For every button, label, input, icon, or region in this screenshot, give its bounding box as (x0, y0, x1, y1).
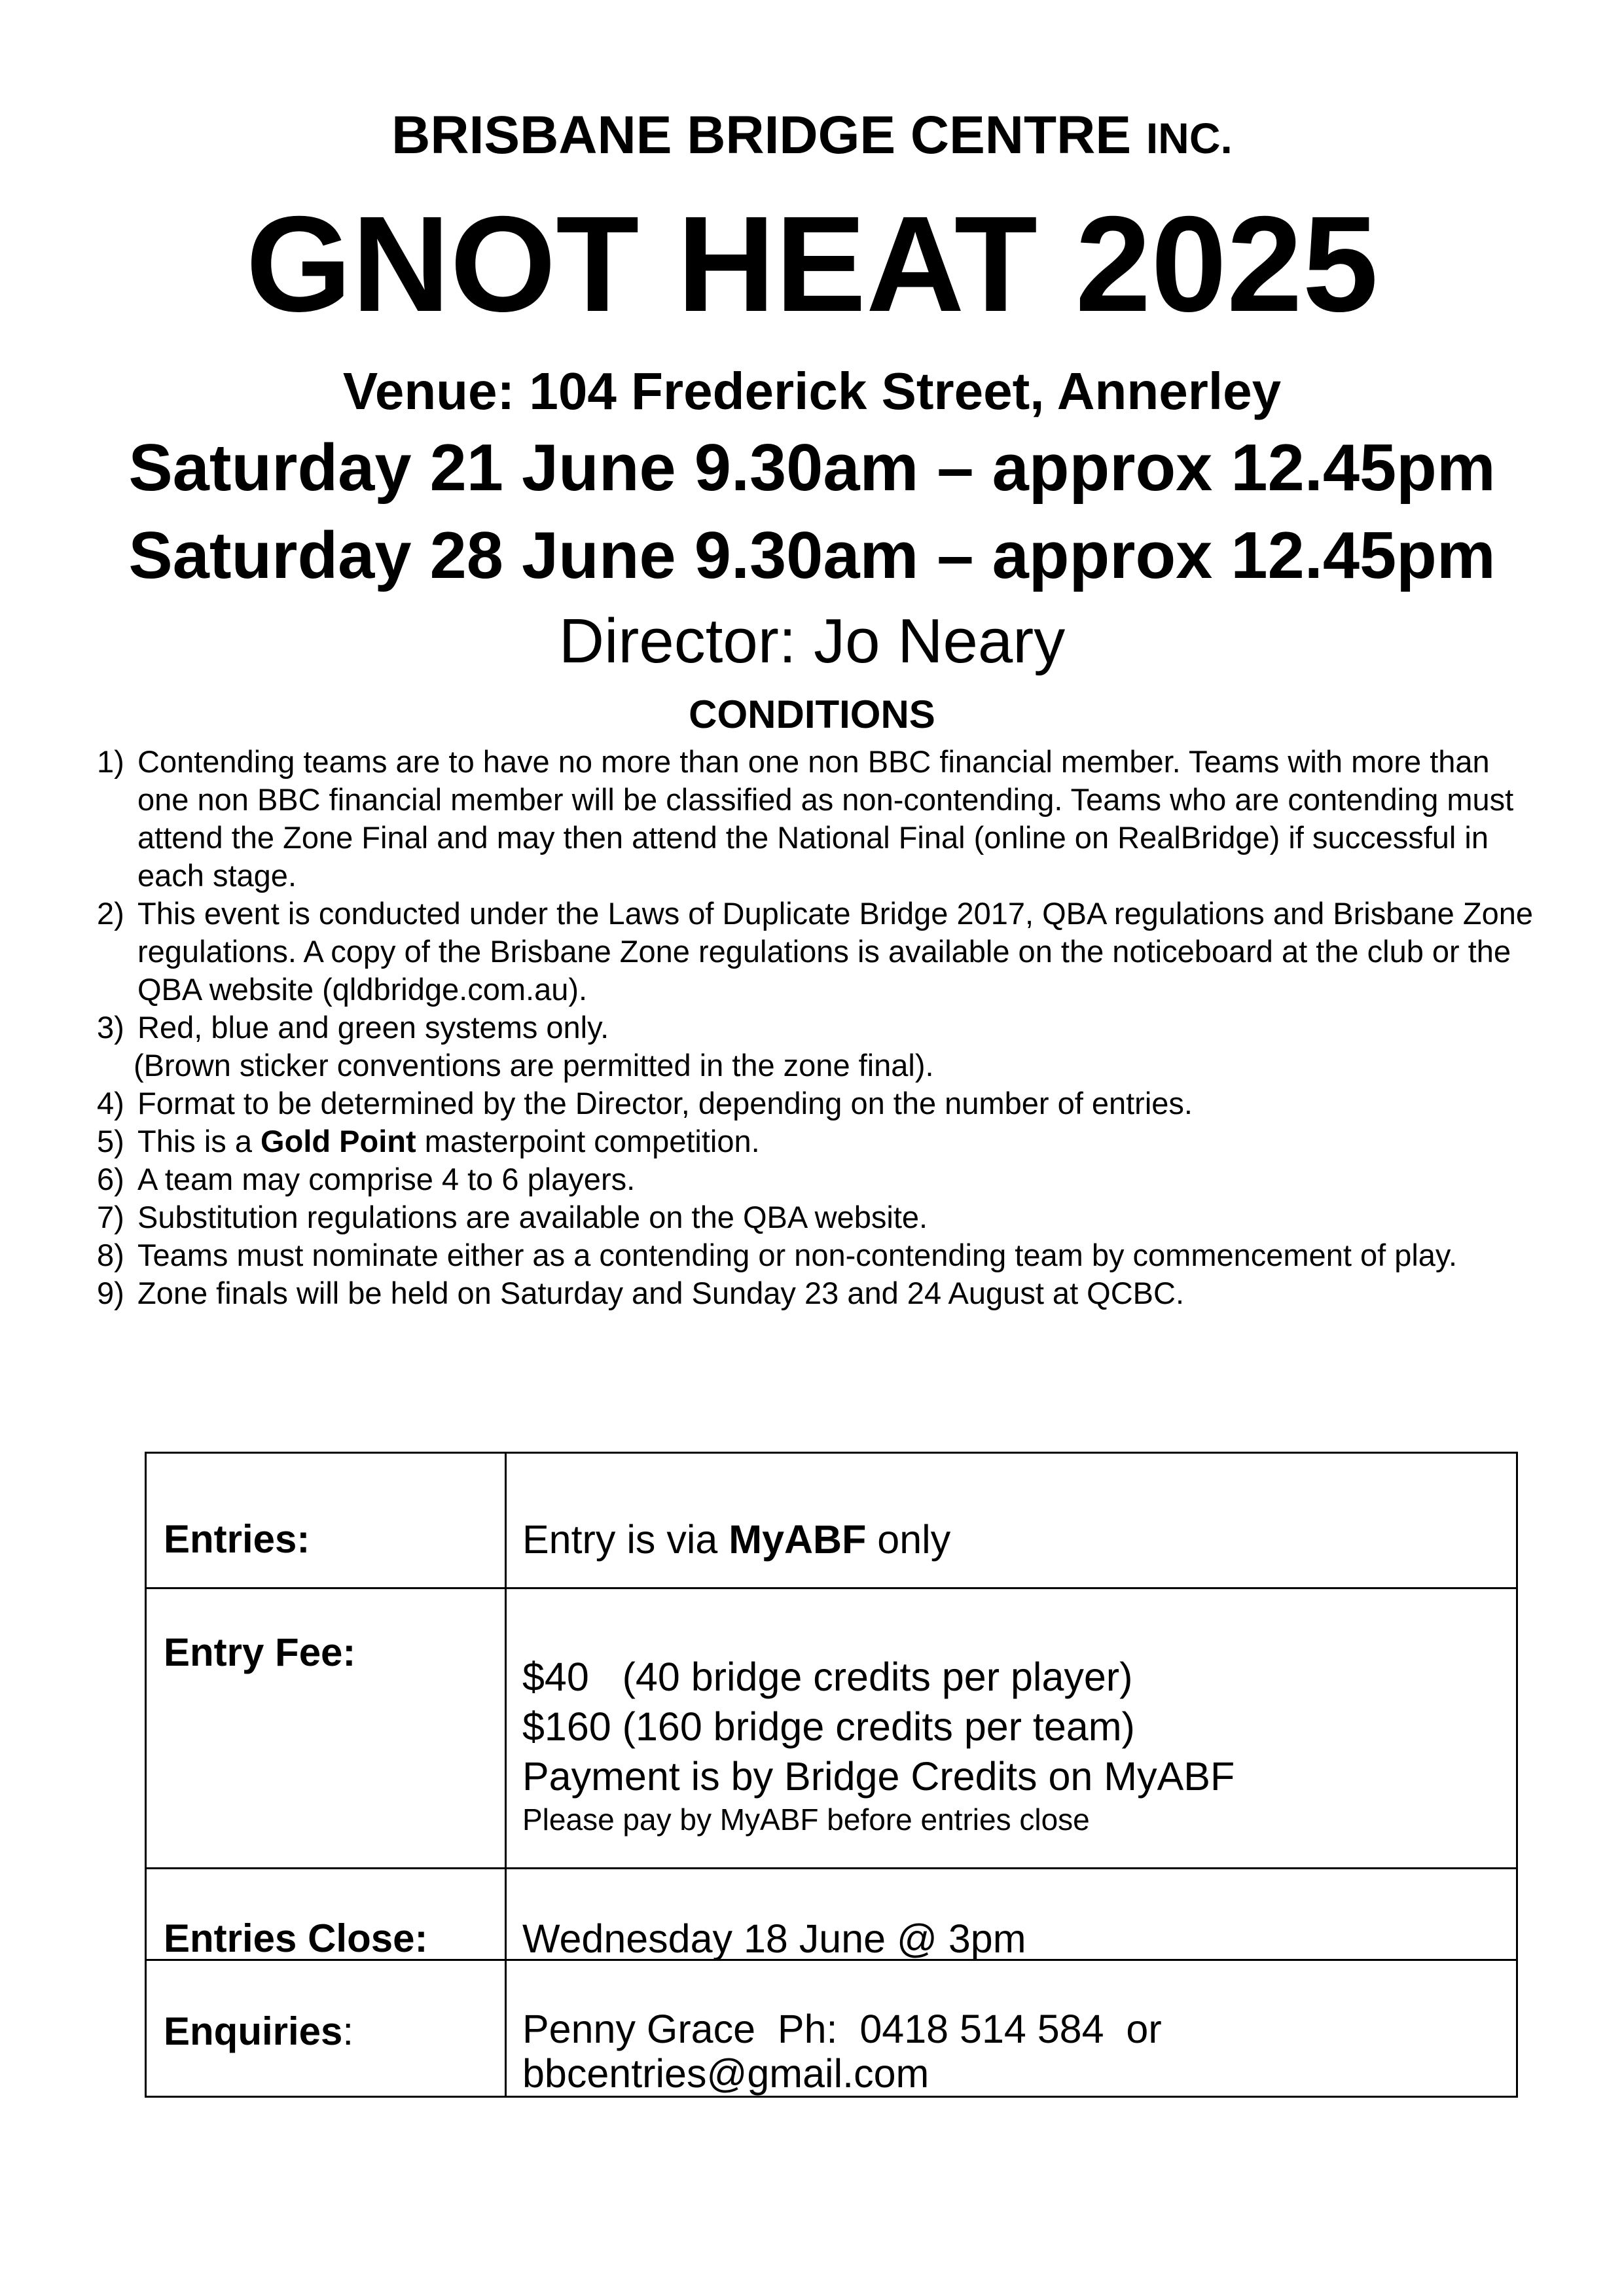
condition-number: 2) (97, 896, 124, 931)
condition-number: 1) (97, 744, 124, 779)
condition-text-bold: Gold Point (261, 1124, 416, 1158)
condition-number: 6) (97, 1162, 124, 1196)
entry-fee-note: Please pay by MyABF before entries close (522, 1803, 1090, 1837)
entry-fee-value (506, 1588, 1517, 1869)
condition-number: 7) (97, 1200, 124, 1234)
organisation-suffix: INC. (1146, 114, 1233, 162)
entry-fee-payment: Payment is by Bridge Credits on MyABF (522, 1754, 1235, 1799)
condition-number: 9) (97, 1276, 124, 1310)
condition-subtext: (Brown sticker conventions are permitted in the zone final). (134, 1048, 934, 1083)
entries-value-bold: MyABF (729, 1517, 867, 1562)
entries-value (506, 1453, 1517, 1588)
condition-number: 8) (97, 1238, 124, 1272)
director-line: Director: Jo Neary (558, 606, 1066, 676)
venue-line: Venue: 104 Frederick Street, Annerley (342, 362, 1282, 420)
table-row-entries-close (146, 1869, 1517, 1960)
entry-fee-player: $40 (40 bridge credits per player) (522, 1655, 1133, 1699)
session-date-2: Saturday 28 June 9.30am – approx 12.45pm (128, 519, 1496, 592)
organisation-heading (0, 105, 1624, 165)
condition-text: Zone finals will be held on Saturday and Sunday 23 and 24 August at QCBC. (137, 1276, 1185, 1310)
organisation-name: BRISBANE BRIDGE CENTRE (391, 105, 1132, 165)
condition-number: 5) (97, 1124, 124, 1158)
conditions-list (97, 743, 1537, 1312)
condition-text-before: This is a (137, 1124, 261, 1158)
entry-info-table (145, 1452, 1518, 2098)
condition-item (97, 1009, 1537, 1085)
session-date-1: Saturday 21 June 9.30am – approx 12.45pm (128, 431, 1496, 505)
entries-close-label: Entries Close: (146, 1869, 506, 1960)
condition-number: 3) (97, 1010, 124, 1045)
condition-text: A team may comprise 4 to 6 players. (137, 1162, 636, 1196)
condition-text: Teams must nominate either as a contending or non-contending team by commencement of play. (137, 1238, 1457, 1272)
condition-item (97, 743, 1537, 895)
condition-text: Red, blue and green systems only. (137, 1010, 609, 1045)
condition-number: 4) (97, 1086, 124, 1121)
condition-text: This event is conducted under the Laws of Duplicate Bridge 2017, QBA regulations and Brisbane Zone regulations. A copy of the Brisbane Zone regulations is available on the noticeboard at the club or the QBA website (qldbridge.com.au). (137, 896, 1533, 1007)
condition-item (97, 1160, 1537, 1198)
condition-text: Contending teams are to have no more than one non BBC financial member. Teams with more than one non BBC financial member will be classified as non-contending. Teams who are contending must attend the Zone Final and may then attend the National Final (online on RealBridge) if successful in each stage. (137, 744, 1514, 893)
condition-item (97, 895, 1537, 1009)
entries-close-value: Wednesday 18 June @ 3pm (506, 1869, 1517, 1960)
condition-text: Substitution regulations are available on the QBA website. (137, 1200, 928, 1234)
entry-fee-team: $160 (160 bridge credits per team) (522, 1704, 1135, 1749)
enquiries-value (506, 1960, 1517, 2097)
enquiries-label-text: Enquiries (164, 2009, 343, 2053)
condition-item (97, 1274, 1537, 1312)
table-row-entry-fee (146, 1588, 1517, 1869)
condition-item (97, 1122, 1537, 1160)
enquiries-email: bbcentries@gmail.com (522, 2051, 929, 2096)
table-row-enquiries (146, 1960, 1517, 2097)
enquiries-contact: Penny Grace Ph: 0418 514 584 or (522, 2007, 1162, 2051)
conditions-heading: CONDITIONS (689, 692, 935, 736)
event-title: GNOT HEAT 2025 (245, 188, 1379, 340)
entries-value-before: Entry is via (522, 1517, 729, 1562)
enquiries-label (146, 1960, 506, 2097)
entries-label: Entries: (146, 1453, 506, 1588)
entries-value-after: only (866, 1517, 951, 1562)
condition-item (97, 1198, 1537, 1236)
table-row-entries (146, 1453, 1517, 1588)
entry-fee-label: Entry Fee: (146, 1588, 506, 1869)
condition-item (97, 1236, 1537, 1274)
condition-item (97, 1085, 1537, 1122)
enquiries-label-colon: : (342, 2009, 354, 2053)
condition-text: Format to be determined by the Director, depending on the number of entries. (137, 1086, 1193, 1121)
condition-text-after: masterpoint competition. (416, 1124, 760, 1158)
